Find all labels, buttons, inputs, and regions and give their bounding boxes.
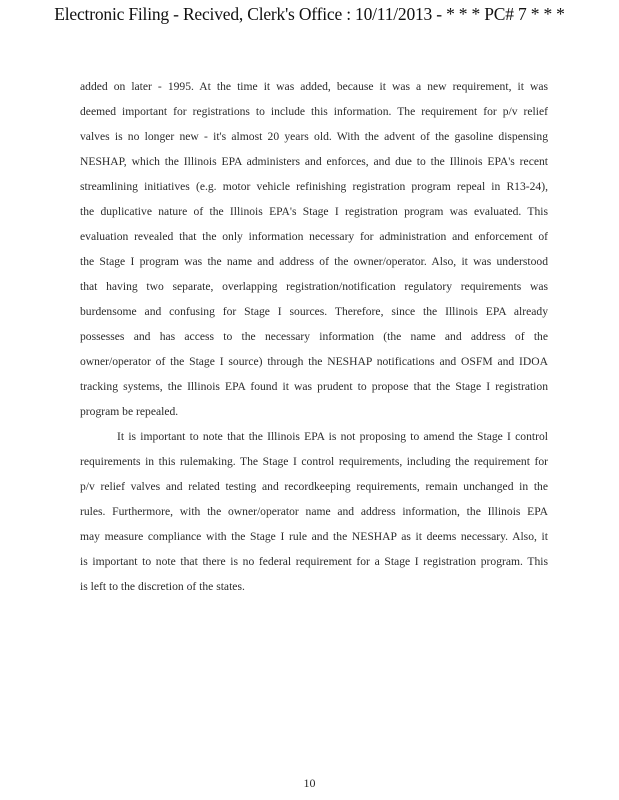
text-line: may measure compliance with the Stage I rule and the NESHAP as it deems necessary. Also, it bbox=[80, 530, 548, 543]
text-line: tracking systems, the Illinois EPA found it was prudent to propose that the Stage I registration bbox=[80, 380, 548, 393]
text-line: evaluation revealed that the only information necessary for administration and enforcement of bbox=[80, 230, 548, 243]
page-number: 10 bbox=[303, 776, 316, 790]
text-line: possesses and has access to the necessary information (the name and address of the bbox=[80, 330, 548, 343]
text-line: p/v relief valves and related testing and recordkeeping requirements, remain unchanged in the bbox=[80, 480, 548, 493]
text-line: rules. Furthermore, with the owner/operator name and address information, the Illinois EPA bbox=[80, 505, 548, 518]
text-line: is important to note that there is no federal requirement for a Stage I registration program. This bbox=[80, 555, 548, 568]
filing-stamp-header: Electronic Filing - Recived, Clerk's Office : 10/11/2013 - * * * PC# 7 * * * bbox=[54, 4, 565, 24]
text-line: is left to the discretion of the states. bbox=[80, 580, 245, 593]
text-line: streamlining initiatives (e.g. motor vehicle refinishing registration program repeal in R13-24), bbox=[80, 180, 548, 193]
text-line: owner/operator of the Stage I source) through the NESHAP notifications and OSFM and IDOA bbox=[80, 355, 548, 368]
text-line: that having two separate, overlapping registration/notification regulatory requirements was bbox=[80, 280, 548, 293]
text-line: deemed important for registrations to include this information. The requirement for p/v relief bbox=[80, 105, 548, 118]
text-line: NESHAP, which the Illinois EPA administers and enforces, and due to the Illinois EPA's recent bbox=[80, 155, 548, 168]
text-line: program be repealed. bbox=[80, 405, 179, 418]
text-line: burdensome and confusing for Stage I sources. Therefore, since the Illinois EPA already bbox=[80, 305, 548, 318]
text-line: requirements in this rulemaking. The Stage I control requirements, including the requirement for bbox=[80, 455, 548, 468]
text-line: the Stage I program was the name and address of the owner/operator. Also, it was understood bbox=[80, 255, 548, 268]
text-line: valves is no longer new - it's almost 20 years old. With the advent of the gasoline dispensing bbox=[80, 130, 548, 143]
text-line-indented: It is important to note that the Illinois EPA is not proposing to amend the Stage I control bbox=[117, 430, 548, 443]
text-line: added on later - 1995. At the time it was added, because it was a new requirement, it was bbox=[80, 80, 548, 93]
text-line: the duplicative nature of the Illinois EPA's Stage I registration program was evaluated. This bbox=[80, 205, 548, 218]
